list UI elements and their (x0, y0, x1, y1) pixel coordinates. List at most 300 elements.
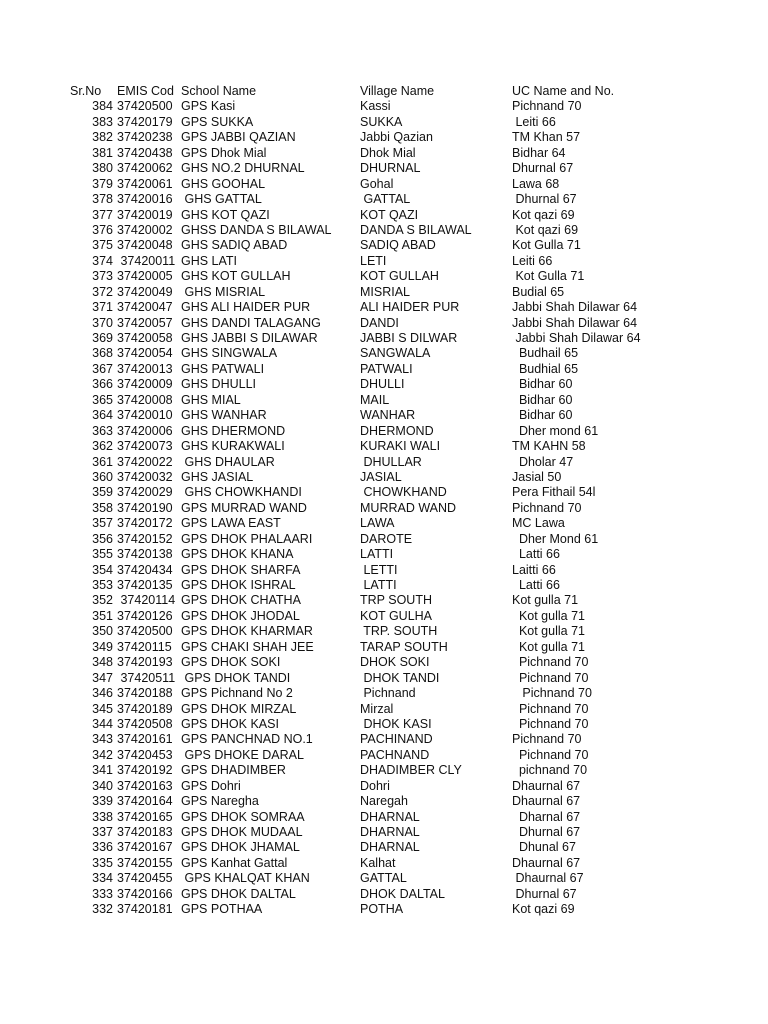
table-row (0, 316, 768, 331)
cell-village-name: DAROTE (360, 531, 413, 546)
cell-uc-name: Kot Gulla 71 (512, 269, 585, 284)
cell-sr-no: 355 (92, 547, 113, 562)
cell-sr-no: 352 (92, 593, 113, 608)
cell-emis-code: 37420126 (117, 608, 173, 623)
cell-school-name: GHS PATWALI (181, 361, 265, 376)
cell-school-name: GHS DHAULAR (181, 454, 275, 469)
cell-emis-code: 37420010 (117, 408, 173, 423)
table-row (0, 624, 768, 639)
cell-uc-name: Pichnand 70 (512, 99, 582, 114)
cell-emis-code: 37420002 (117, 222, 173, 237)
cell-village-name: PATWALI (360, 361, 413, 376)
table-row (0, 408, 768, 423)
header-school-name: School Name (181, 84, 257, 98)
cell-school-name: GPS JABBI QAZIAN (181, 130, 296, 145)
cell-village-name: POTHA (360, 902, 404, 917)
cell-sr-no: 335 (92, 855, 113, 870)
cell-village-name: DANDI (360, 315, 399, 330)
cell-emis-code: 37420058 (117, 331, 173, 345)
cell-sr-no: 370 (92, 315, 113, 330)
cell-uc-name: Dhaurnal 67 (512, 778, 581, 793)
cell-sr-no: 340 (92, 778, 113, 793)
cell-school-name: GPS SUKKA (181, 114, 254, 129)
cell-emis-code: 37420057 (117, 315, 173, 330)
cell-school-name: GPS DHOK KHANA (181, 547, 294, 562)
cell-village-name: Dhok Mial (360, 145, 416, 160)
cell-school-name: GPS Dohri (181, 778, 241, 793)
cell-sr-no: 332 (92, 902, 113, 917)
cell-school-name: GPS Kanhat Gattal (181, 855, 288, 870)
cell-sr-no: 347 (92, 670, 113, 685)
cell-village-name: PACHNAND (360, 747, 430, 762)
cell-emis-code: 37420061 (117, 176, 173, 191)
cell-uc-name: Latti 66 (512, 547, 560, 562)
cell-emis-code: 37420152 (117, 531, 173, 546)
cell-uc-name: Kot gulla 71 (512, 624, 585, 639)
cell-school-name: GHS MISRIAL (181, 284, 266, 299)
cell-uc-name: Dhurnal 67 (512, 825, 581, 839)
cell-school-name: GHS LATI (181, 253, 238, 268)
cell-school-name: GHS SINGWALA (181, 346, 278, 361)
cell-sr-no: 339 (92, 794, 113, 809)
cell-school-name: GPS Pichnand No 2 (181, 686, 293, 701)
cell-emis-code: 37420434 (117, 562, 173, 577)
cell-school-name: GPS DHOKE DARAL (181, 747, 304, 762)
cell-village-name: TRP. SOUTH (360, 624, 438, 639)
table-row (0, 146, 768, 161)
cell-uc-name: Dhurnal 67 (512, 192, 577, 207)
cell-sr-no: 364 (92, 408, 113, 423)
table-row (0, 840, 768, 855)
cell-school-name: GPS PANCHNAD NO.1 (181, 732, 313, 747)
cell-village-name: DANDA S BILAWAL (360, 222, 472, 237)
cell-sr-no: 375 (92, 238, 113, 253)
cell-school-name: GPS DHOK DALTAL (181, 886, 296, 901)
cell-sr-no: 372 (92, 284, 113, 299)
table-row (0, 640, 768, 655)
cell-emis-code: 37420047 (117, 300, 173, 315)
cell-village-name: KURAKI WALI (360, 439, 441, 454)
cell-village-name: Kassi (360, 99, 391, 114)
table-row (0, 717, 768, 732)
cell-village-name: DHARNAL (360, 825, 420, 839)
table-row (0, 223, 768, 238)
cell-uc-name: Jasial 50 (512, 469, 562, 484)
table-row (0, 671, 768, 686)
cell-school-name: GPS POTHAA (181, 902, 263, 917)
cell-sr-no: 342 (92, 747, 113, 762)
cell-school-name: GPS Dhok Mial (181, 145, 267, 160)
cell-school-name: GHS JABBI S DILAWAR (181, 331, 318, 345)
cell-emis-code: 37420009 (117, 377, 173, 392)
cell-emis-code: 37420183 (117, 825, 173, 839)
table-row (0, 254, 768, 269)
cell-school-name: GPS DHOK SHARFA (181, 562, 301, 577)
cell-village-name: LETTI (360, 562, 398, 577)
cell-village-name: WANHAR (360, 408, 416, 423)
cell-village-name: MURRAD WAND (360, 500, 457, 515)
cell-emis-code: 37420049 (117, 284, 173, 299)
cell-village-name: DHERMOND (360, 423, 434, 438)
table-row (0, 887, 768, 902)
cell-uc-name: Pera Fithail 54l (512, 485, 596, 500)
cell-sr-no: 354 (92, 562, 113, 577)
cell-school-name: GHS DHULLI (181, 377, 257, 392)
cell-village-name: DHULLI (360, 377, 405, 392)
cell-uc-name: Pichnand 70 (512, 670, 589, 685)
table-body (0, 99, 768, 917)
table-row (0, 810, 768, 825)
cell-uc-name: Pichnand 70 (512, 655, 589, 670)
cell-sr-no: 380 (92, 161, 113, 176)
cell-school-name: GPS DHOK MUDAAL (181, 825, 303, 839)
cell-sr-no: 360 (92, 469, 113, 484)
cell-village-name: TRP SOUTH (360, 593, 432, 608)
cell-village-name: KOT QAZI (360, 207, 419, 222)
cell-emis-code: 37420189 (117, 701, 173, 716)
cell-sr-no: 337 (92, 825, 113, 839)
cell-emis-code: 37420455 (117, 871, 173, 886)
cell-uc-name: Dhurnal 67 (512, 161, 574, 176)
cell-uc-name: Dhaurnal 67 (512, 871, 584, 886)
cell-sr-no: 383 (92, 114, 113, 129)
cell-village-name: LETI (360, 253, 387, 268)
cell-sr-no: 333 (92, 886, 113, 901)
table-row (0, 532, 768, 547)
table-row (0, 794, 768, 809)
cell-uc-name: Kot Gulla 71 (512, 238, 581, 253)
table-row (0, 856, 768, 871)
table-row (0, 578, 768, 593)
cell-village-name: JASIAL (360, 469, 402, 484)
cell-school-name: GPS Kasi (181, 99, 236, 114)
cell-uc-name: Budhial 65 (512, 361, 579, 376)
cell-sr-no: 365 (92, 392, 113, 407)
cell-school-name: GHS CHOWKHANDI (181, 485, 302, 500)
cell-uc-name: Bidhar 64 (512, 145, 566, 160)
cell-village-name: MAIL (360, 392, 390, 407)
cell-uc-name: Dhurnal 67 (512, 886, 577, 901)
table-row (0, 593, 768, 608)
cell-sr-no: 344 (92, 716, 113, 731)
cell-emis-code: 37420438 (117, 145, 173, 160)
table-row (0, 300, 768, 315)
cell-uc-name: Kot gulla 71 (512, 608, 585, 623)
cell-uc-name: Kot qazi 69 (512, 902, 575, 917)
table-row (0, 130, 768, 145)
cell-village-name: DHOK KASI (360, 716, 432, 731)
cell-village-name: DHOK TANDI (360, 670, 440, 685)
cell-village-name: Gohal (360, 176, 394, 191)
cell-sr-no: 369 (92, 331, 113, 345)
cell-sr-no: 338 (92, 809, 113, 824)
table-row (0, 779, 768, 794)
cell-uc-name: Leiti 66 (512, 253, 553, 268)
cell-school-name: GPS DHOK JHAMAL (181, 840, 300, 855)
cell-village-name: DHOK DALTAL (360, 886, 445, 901)
cell-emis-code: 37420013 (117, 361, 173, 376)
cell-village-name: LATTI (360, 578, 397, 592)
cell-sr-no: 384 (92, 99, 113, 114)
cell-emis-code: 37420500 (117, 99, 173, 114)
cell-village-name: DHARNAL (360, 840, 420, 855)
cell-village-name: SANGWALA (360, 346, 431, 361)
cell-sr-no: 378 (92, 192, 113, 207)
cell-uc-name: Pichnand 70 (512, 500, 582, 515)
cell-sr-no: 341 (92, 763, 113, 778)
cell-uc-name: Leiti 66 (512, 114, 556, 129)
cell-school-name: GPS DHOK MIRZAL (181, 701, 297, 716)
cell-uc-name: Jabbi Shah Dilawar 64 (512, 300, 638, 315)
cell-uc-name: MC Lawa (512, 516, 565, 531)
cell-village-name: CHOWKHAND (360, 485, 447, 500)
cell-emis-code: 37420054 (117, 346, 173, 361)
cell-village-name: SUKKA (360, 114, 403, 129)
cell-emis-code: 37420029 (117, 485, 173, 500)
table-row (0, 285, 768, 300)
cell-sr-no: 357 (92, 516, 113, 531)
cell-emis-code: 37420032 (117, 469, 173, 484)
table-row (0, 377, 768, 392)
cell-school-name: GPS DHOK JHODAL (181, 608, 300, 623)
table-row (0, 115, 768, 130)
cell-emis-code: 37420500 (117, 624, 173, 639)
table-row (0, 238, 768, 253)
cell-school-name: GPS MURRAD WAND (181, 500, 307, 515)
cell-sr-no: 336 (92, 840, 113, 855)
cell-uc-name: Dholar 47 (512, 454, 574, 469)
table-header-row (0, 84, 768, 99)
cell-village-name: KOT GULLAH (360, 269, 439, 284)
cell-emis-code: 37420192 (117, 763, 173, 778)
table-row (0, 516, 768, 531)
cell-emis-code: 37420011 (117, 253, 176, 268)
cell-school-name: GPS DHOK CHATHA (181, 593, 301, 608)
cell-uc-name: Dhunal 67 (512, 840, 576, 855)
cell-school-name: GHS SADIQ ABAD (181, 238, 288, 253)
cell-school-name: GPS DHOK PHALAARI (181, 531, 313, 546)
school-list-sheet (0, 84, 768, 918)
table-row (0, 439, 768, 454)
table-row (0, 192, 768, 207)
table-row (0, 763, 768, 778)
cell-uc-name: Pichnand 70 (512, 747, 589, 762)
cell-sr-no: 368 (92, 346, 113, 361)
cell-sr-no: 362 (92, 439, 113, 454)
cell-school-name: GHSS DANDA S BILAWAL (181, 222, 332, 237)
cell-emis-code: 37420164 (117, 794, 173, 809)
table-row (0, 825, 768, 840)
cell-village-name: JABBI S DILWAR (360, 331, 458, 345)
cell-sr-no: 363 (92, 423, 113, 438)
cell-village-name: Jabbi Qazian (360, 130, 433, 145)
cell-school-name: GHS MIAL (181, 392, 241, 407)
table-row (0, 393, 768, 408)
cell-uc-name: Kot qazi 69 (512, 222, 579, 237)
cell-village-name: DHURNAL (360, 161, 421, 176)
cell-emis-code: 37420062 (117, 161, 173, 176)
cell-uc-name: Budhail 65 (512, 346, 579, 361)
cell-school-name: GPS DHADIMBER (181, 763, 286, 778)
table-row (0, 871, 768, 886)
cell-village-name: DHULLAR (360, 454, 422, 469)
cell-sr-no: 353 (92, 578, 113, 592)
cell-uc-name: Pichnand 70 (512, 686, 592, 701)
cell-school-name: GHS KOT QAZI (181, 207, 270, 222)
cell-village-name: ALI HAIDER PUR (360, 300, 460, 315)
cell-emis-code: 37420008 (117, 392, 173, 407)
cell-sr-no: 367 (92, 361, 113, 376)
cell-school-name: GPS KHALQAT KHAN (181, 871, 310, 886)
cell-emis-code: 37420193 (117, 655, 173, 670)
cell-emis-code: 37420453 (117, 747, 173, 762)
cell-sr-no: 376 (92, 222, 113, 237)
cell-village-name: SADIQ ABAD (360, 238, 436, 253)
cell-sr-no: 356 (92, 531, 113, 546)
cell-emis-code: 37420019 (117, 207, 173, 222)
cell-school-name: GHS DHERMOND (181, 423, 286, 438)
cell-uc-name: Pichnand 70 (512, 732, 582, 747)
cell-emis-code: 37420165 (117, 809, 173, 824)
cell-village-name: KOT GULHA (360, 608, 433, 623)
table-row (0, 563, 768, 578)
cell-uc-name: Dhaurnal 67 (512, 794, 581, 809)
cell-emis-code: 37420172 (117, 516, 173, 531)
cell-emis-code: 37420190 (117, 500, 173, 515)
cell-sr-no: 379 (92, 176, 113, 191)
cell-sr-no: 346 (92, 686, 113, 701)
table-row (0, 655, 768, 670)
header-emis-code: EMIS Cod (117, 84, 174, 98)
cell-emis-code: 37420138 (117, 547, 173, 562)
cell-uc-name: Pichnand 70 (512, 716, 589, 731)
cell-emis-code: 37420167 (117, 840, 173, 855)
table-row (0, 732, 768, 747)
cell-school-name: GPS LAWA EAST (181, 516, 281, 531)
cell-uc-name: TM Khan 57 (512, 130, 581, 145)
cell-school-name: GPS DHOK TANDI (181, 670, 291, 685)
cell-sr-no: 358 (92, 500, 113, 515)
cell-sr-no: 374 (92, 253, 113, 268)
cell-uc-name: Dhaurnal 67 (512, 855, 581, 870)
cell-uc-name: Dher Mond 61 (512, 531, 599, 546)
cell-school-name: GHS ALI HAIDER PUR (181, 300, 311, 315)
cell-school-name: GHS GATTAL (181, 192, 262, 207)
cell-uc-name: Latti 66 (512, 578, 560, 592)
table-row (0, 609, 768, 624)
cell-sr-no: 366 (92, 377, 113, 392)
cell-school-name: GHS KOT GULLAH (181, 269, 291, 284)
table-row (0, 424, 768, 439)
table-row (0, 547, 768, 562)
table-row (0, 902, 768, 917)
table-row (0, 362, 768, 377)
cell-sr-no: 373 (92, 269, 113, 284)
cell-school-name: GPS CHAKI SHAH JEE (181, 639, 314, 654)
cell-sr-no: 345 (92, 701, 113, 716)
cell-uc-name: Bidhar 60 (512, 377, 573, 392)
cell-school-name: GPS DHOK SOKI (181, 655, 281, 670)
cell-uc-name: Jabbi Shah Dilawar 64 (512, 331, 641, 345)
cell-uc-name: TM KAHN 58 (512, 439, 586, 454)
cell-uc-name: Kot gulla 71 (512, 639, 585, 654)
cell-school-name: GPS Naregha (181, 794, 259, 809)
cell-emis-code: 37420181 (117, 902, 173, 917)
cell-village-name: Kalhat (360, 855, 396, 870)
cell-emis-code: 37420135 (117, 578, 173, 592)
cell-emis-code: 37420161 (117, 732, 173, 747)
cell-uc-name: Kot gulla 71 (512, 593, 579, 608)
cell-sr-no: 359 (92, 485, 113, 500)
cell-sr-no: 334 (92, 871, 113, 886)
cell-emis-code: 37420006 (117, 423, 173, 438)
table-row (0, 161, 768, 176)
cell-emis-code: 37420005 (117, 269, 173, 284)
cell-village-name: Dohri (360, 778, 390, 793)
cell-sr-no: 351 (92, 608, 113, 623)
cell-school-name: GHS DANDI TALAGANG (181, 315, 321, 330)
cell-emis-code: 37420115 (117, 639, 172, 654)
cell-uc-name: Bidhar 60 (512, 408, 573, 423)
cell-uc-name: Laitti 66 (512, 562, 556, 577)
table-row (0, 99, 768, 114)
cell-village-name: TARAP SOUTH (360, 639, 448, 654)
cell-uc-name: Lawa 68 (512, 176, 560, 191)
cell-emis-code: 37420188 (117, 686, 173, 701)
cell-uc-name: Dharnal 67 (512, 809, 581, 824)
cell-village-name: LAWA (360, 516, 395, 531)
cell-school-name: GHS KURAKWALI (181, 439, 285, 454)
cell-emis-code: 37420511 (117, 670, 176, 685)
cell-sr-no: 381 (92, 145, 113, 160)
cell-emis-code: 37420166 (117, 886, 173, 901)
cell-school-name: GPS DHOK SOMRAA (181, 809, 305, 824)
header-village-name: Village Name (360, 84, 435, 98)
cell-emis-code: 37420155 (117, 855, 173, 870)
header-sr-no: Sr.No (70, 84, 102, 98)
cell-school-name: GPS DHOK KASI (181, 716, 279, 731)
cell-school-name: GHS NO.2 DHURNAL (181, 161, 305, 176)
table-row (0, 208, 768, 223)
cell-sr-no: 349 (92, 639, 113, 654)
cell-village-name: LATTI (360, 547, 394, 562)
cell-uc-name: Budial 65 (512, 284, 565, 299)
header-uc-name: UC Name and No. (512, 84, 615, 98)
cell-emis-code: 37420022 (117, 454, 173, 469)
table-row (0, 331, 768, 346)
cell-school-name: GPS DHOK ISHRAL (181, 578, 296, 592)
table-row (0, 470, 768, 485)
cell-emis-code: 37420508 (117, 716, 173, 731)
table-row (0, 177, 768, 192)
cell-village-name: DHARNAL (360, 809, 420, 824)
cell-sr-no: 350 (92, 624, 113, 639)
cell-emis-code: 37420163 (117, 778, 173, 793)
cell-sr-no: 348 (92, 655, 113, 670)
table-row (0, 748, 768, 763)
cell-village-name: Mirzal (360, 701, 394, 716)
cell-village-name: GATTAL (360, 192, 411, 207)
cell-village-name: Pichnand (360, 686, 416, 701)
cell-emis-code: 37420179 (117, 114, 173, 129)
cell-uc-name: Jabbi Shah Dilawar 64 (512, 315, 638, 330)
cell-sr-no: 371 (92, 300, 113, 315)
cell-school-name: GHS WANHAR (181, 408, 267, 423)
cell-emis-code: 37420048 (117, 238, 173, 253)
cell-sr-no: 343 (92, 732, 113, 747)
cell-emis-code: 37420114 (117, 593, 176, 608)
table-row (0, 269, 768, 284)
